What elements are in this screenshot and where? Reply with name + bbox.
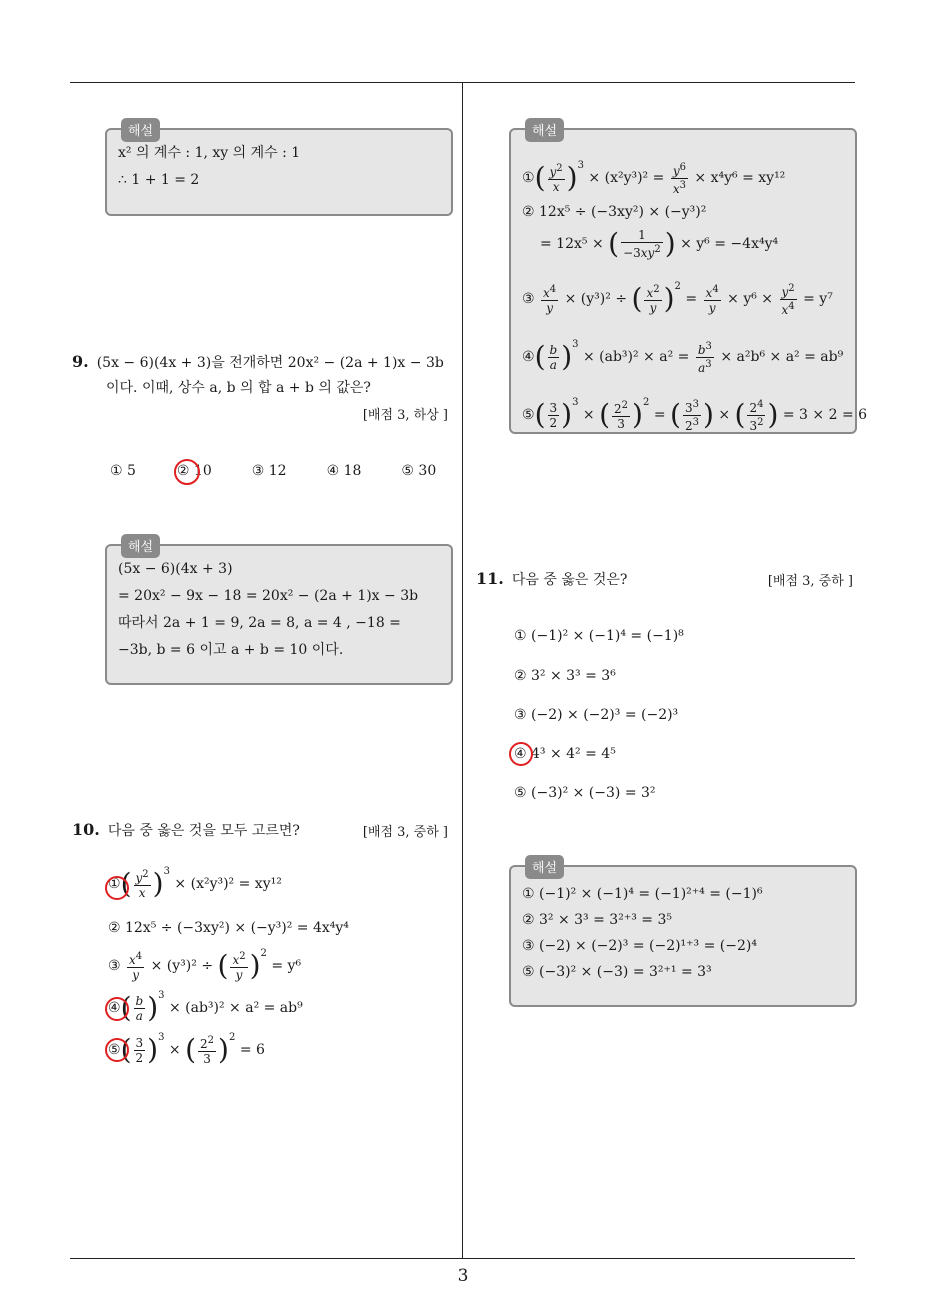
page-number: 3 <box>457 1266 469 1286</box>
question-text: 다음 중 옳은 것은? <box>511 572 628 588</box>
choice-4[interactable]: ④ 18 <box>326 463 362 479</box>
solution-line: ③ (−2) × (−2)³ = (−2)¹⁺³ = (−2)⁴ <box>522 938 757 954</box>
solution-line: 따라서 2a + 1 = 9, 2a = 8, a = 4 , −18 = <box>118 615 401 631</box>
solution-line: ③ $\frac{x^4}{y}$ × (y³)² ÷ ( $\frac{x^2}{y}$ )$^2$ = $\frac{x^4}{y}$ × y⁶ × $\frac{y^2}{x^4}$ = y⁷ <box>522 281 833 317</box>
choice-list <box>110 463 462 479</box>
option-4[interactable]: ④( $\frac{b}{a}$ )$^3$ × (ab³)² × a² = ab⁹ <box>108 990 303 1024</box>
option-4[interactable]: ④ 4³ × 4² = 4⁵ <box>514 746 616 762</box>
solution-tag: 해설 <box>121 534 160 558</box>
solution-line: −3b, b = 6 이고 a + b = 10 이다. <box>118 642 344 658</box>
question-number: 10. <box>72 820 100 839</box>
solution-tag: 해설 <box>121 118 160 142</box>
solution-line: ② 12x⁵ ÷ (−3xy²) × (−y³)² <box>522 204 707 220</box>
solution-line: ⑤( $\frac{3}{2}$ )$^3$ × ( $\frac{2^2}{3}$ )$^2$ = ( $\frac{3^3}{2^3}$ ) × ( $\frac{2^4}{3^2}$ ) = 3 × 2 = 6 <box>522 397 868 433</box>
question-text: 다음 중 옳은 것을 모두 고르면? <box>107 823 300 839</box>
option-2[interactable]: ② 3² × 3³ = 3⁶ <box>514 668 616 684</box>
answer-mark <box>509 742 533 766</box>
option-5[interactable]: ⑤( $\frac{3}{2}$ )$^3$ × ( $\frac{2^2}{3}$ )$^2$ = 6 <box>108 1032 265 1066</box>
solution-box-q9 <box>105 540 453 685</box>
option-1[interactable]: ① (−1)² × (−1)⁴ = (−1)⁸ <box>514 628 684 644</box>
question-text: 이다. 이때, 상수 a, b 의 합 a + b 의 값은? <box>106 380 371 396</box>
solution-tag: 해설 <box>525 855 564 879</box>
question-number: 11. <box>476 569 504 588</box>
option-text: = 6 <box>239 1042 265 1058</box>
bottom-rule <box>70 1258 855 1259</box>
question-9 <box>72 349 457 401</box>
option-text: = y⁶ <box>271 958 302 974</box>
question-number: 9. <box>72 352 89 371</box>
solution-line: ①( $\frac{y^2}{x}$ )$^3$ × (x²y³)² = $\frac{y^6}{x^3}$ × x⁴y⁶ = xy¹² <box>522 160 786 196</box>
option-text: × (ab³)² × a² = ab⁹ <box>168 1000 303 1016</box>
option-text: × (y³)² ÷ <box>150 958 214 974</box>
answer-mark <box>174 459 200 485</box>
answer-mark <box>105 997 129 1021</box>
solution-line: ∴ 1 + 1 = 2 <box>118 172 200 188</box>
solution-box-q11 <box>509 861 857 1007</box>
option-text: × (x²y³)² = xy¹² <box>174 876 282 892</box>
solution-tag: 해설 <box>525 118 564 142</box>
solution-line: x² 의 계수 : 1, xy 의 계수 : 1 <box>118 145 301 161</box>
solution-line: ④( $\frac{b}{a}$ )$^3$ × (ab³)² × a² = $\frac{b^3}{a^3}$ × a²b⁶ × a² = ab⁹ <box>522 339 844 375</box>
choice-1[interactable]: ① 5 <box>110 463 136 479</box>
solution-line: ① (−1)² × (−1)⁴ = (−1)²⁺⁴ = (−1)⁶ <box>522 886 763 902</box>
option-3[interactable]: ③ $\frac{x^4}{y}$ × (y³)² ÷ ( $\frac{x^2}{y}$ )$^2$ = y⁶ <box>108 948 302 982</box>
solution-box-q10 <box>509 124 868 434</box>
question-meta: [배점 3, 중하 ] <box>362 825 448 840</box>
solution-line: (5x − 6)(4x + 3) <box>118 561 233 577</box>
solution-box-q8 <box>105 124 453 216</box>
choice-2[interactable]: ② 10 <box>176 463 212 479</box>
question-meta: [배점 3, 하상 ] <box>362 408 448 423</box>
question-10 <box>72 817 300 844</box>
option-3[interactable]: ③ (−2) × (−2)³ = (−2)³ <box>514 707 679 723</box>
choice-3[interactable]: ③ 12 <box>251 463 287 479</box>
option-5[interactable]: ⑤ (−3)² × (−3) = 3² <box>514 785 656 801</box>
answer-mark <box>105 876 129 900</box>
solution-line: = 12x⁵ × ( $\frac{1}{-3xy^2}$ ) × y⁶ = −4x⁴y⁴ <box>540 227 779 260</box>
solution-line: ② 3² × 3³ = 3²⁺³ = 3⁵ <box>522 912 672 928</box>
question-meta: [배점 3, 중하 ] <box>767 574 853 589</box>
solution-line: = 20x² − 9x − 18 = 20x² − (2a + 1)x − 3b <box>118 588 419 604</box>
option-2[interactable]: ② 12x⁵ ÷ (−3xy²) × (−y³)² = 4x⁴y⁴ <box>108 920 349 936</box>
choice-5[interactable]: ⑤ 30 <box>401 463 437 479</box>
question-text: (5x − 6)(4x + 3)을 전개하면 20x² − (2a + 1)x − 3b <box>96 355 444 371</box>
option-1[interactable]: ①( $\frac{y^2}{x}$ )$^3$ × (x²y³)² = xy¹² <box>108 866 282 900</box>
question-11 <box>476 566 627 593</box>
column-divider <box>462 82 463 1258</box>
solution-line: ⑤ (−3)² × (−3) = 3²⁺¹ = 3³ <box>522 964 712 980</box>
answer-mark <box>105 1038 129 1062</box>
